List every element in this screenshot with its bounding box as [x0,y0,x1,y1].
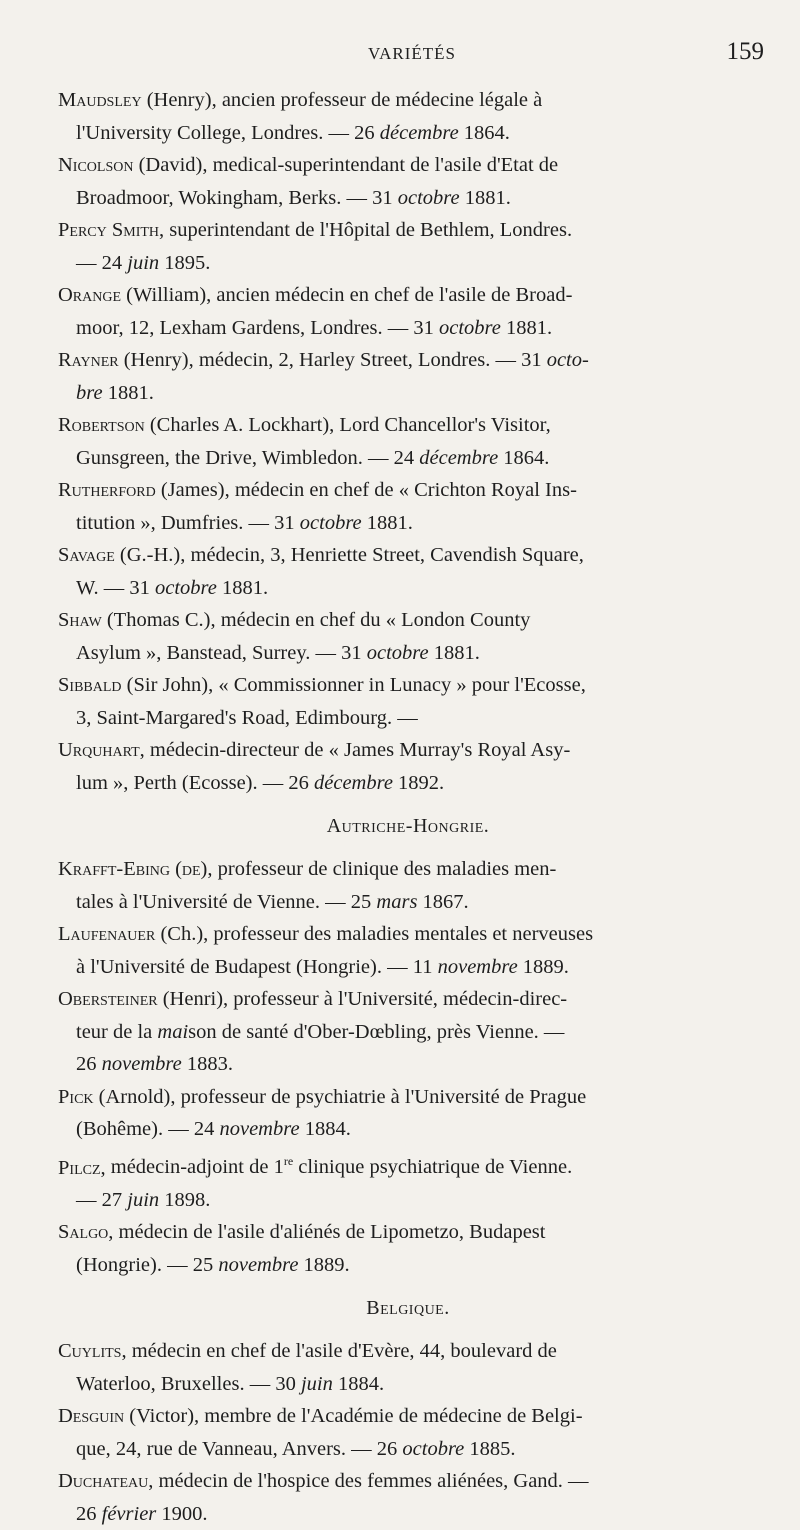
entry-continuation: l'University College, Londres. — 26 décembre 1864. [76,121,510,144]
entry-first-line [58,1465,758,1498]
entry-first-line [58,149,758,182]
entry-continuation: lum », Perth (Ecosse). — 26 décembre 1892. [76,771,445,794]
entry-first-line [58,1081,758,1114]
directory-entry [58,344,758,409]
section-heading: Belgique. [366,1297,450,1320]
entry-name: Laufenauer [58,923,156,945]
entry-first-line [58,214,758,247]
entry-continuation: — 24 juin 1895. [76,251,211,274]
entry-text: médecin-adjoint de 1re clinique psychiatrique de Vienne. [110,1154,573,1179]
directory-entry [58,604,758,669]
entry-continuation: Broadmoor, Wokingham, Berks. — 31 octobre 1881. [76,186,511,209]
entry-text: professeur de clinique des maladies men- [217,858,557,880]
directory-entry [58,983,758,1081]
entry-name: Pilcz, [58,1156,106,1179]
entry-continuation: moor, 12, Lexham Gardens, Londres. — 31 octobre 1881. [76,316,553,339]
entry-text: superintendant de l'Hôpital de Bethlem, Londres. [169,219,573,241]
entry-name: Shaw [58,609,102,631]
entry-first-line [58,983,758,1016]
directory-entry [58,734,758,799]
entry-first-line [58,1216,758,1249]
entry-name: Cuylits, [58,1340,127,1363]
directory-entry [58,409,758,474]
directory-entry [58,1216,758,1281]
entry-continuation: titution », Dumfries. — 31 octobre 1881. [76,511,413,534]
entry-text: (Henry), ancien professeur de médecine légale à [146,89,543,111]
entry-text: (James), médecin en chef de « Crichton Royal Ins- [160,479,577,501]
directory-entry [58,1081,758,1146]
section-heading: Autriche-Hongrie. [326,815,490,837]
entry-first-line [58,734,758,767]
entry-name: Orange [58,284,122,306]
entry-name: Desguin [58,1405,125,1428]
entry-continuation: Waterloo, Bruxelles. — 30 juin 1884. [76,1372,385,1395]
entry-continuation: bre 1881. [76,381,154,404]
entry-continuation: (Hongrie). — 25 novembre 1889. [76,1253,350,1276]
entry-continuation: Asylum », Banstead, Surrey. — 31 octobre 1881. [76,641,480,664]
entry-text: (Thomas C.), médecin en chef du « London County [106,609,531,631]
directory-entry [58,669,758,734]
entry-name: Krafft-Ebing (de), [58,858,213,880]
page-header [60,38,764,78]
entry-text: (William), ancien médecin en chef de l'asile de Broad- [126,284,573,306]
entry-text: (Charles A. Lockhart), Lord Chancellor's Visitor, [149,414,551,436]
directory-entry [58,84,758,149]
entry-first-line [58,918,758,951]
entry-name: Duchateau, [58,1470,154,1493]
entry-continuation: — 27 juin 1898. [76,1188,211,1211]
running-title: VARIÉTÉS [368,44,456,63]
entry-text: médecin-directeur de « James Murray's Royal Asy- [149,739,571,761]
entry-continuation: 3, Saint-Margared's Road, Edimbourg. — [76,706,418,729]
entry-continuation: Gunsgreen, the Drive, Wimbledon. — 24 décembre 1864. [76,446,550,469]
directory-entry [58,918,758,983]
entry-first-line [58,1146,758,1184]
directory-entry [58,1465,758,1530]
directory-entry [58,214,758,279]
entry-first-line [58,853,758,886]
entry-continuation: tales à l'Université de Vienne. — 25 mars 1867. [76,890,469,913]
directory-entry [58,1335,758,1400]
entry-name: Sibbald [58,674,122,696]
entry-continuation: à l'Université de Budapest (Hongrie). — 11 novembre 1889. [76,955,569,978]
text-column [58,84,758,1530]
directory-entry [58,853,758,918]
entry-text: (Ch.), professeur des maladies mentales et nerveuses [160,923,594,945]
entry-continuation: 26 novembre 1883. [76,1053,233,1075]
directory-entry [58,149,758,214]
entry-text: médecin en chef de l'asile d'Evère, 44, boulevard de [131,1340,557,1363]
entry-continuation: que, 24, rue de Vanneau, Anvers. — 26 octobre 1885. [76,1437,516,1460]
entry-name: Nicolson [58,154,134,176]
entry-first-line [58,669,758,702]
entry-first-line [58,84,758,117]
entry-first-line [58,344,758,377]
directory-entry [58,1400,758,1465]
directory-entry [58,1146,758,1217]
entry-name: Rutherford [58,479,156,501]
entry-continuation: 26 février 1900. [76,1502,208,1525]
entry-first-line [58,279,758,312]
entry-first-line [58,1400,758,1433]
entry-continuation: teur de la maison de santé d'Ober-Dœbling, près Vienne. — [76,1020,565,1043]
entry-name: Salgo, [58,1221,114,1244]
entry-name: Maudsley [58,89,142,111]
entry-text: (Victor), membre de l'Académie de médecine de Belgi- [129,1405,583,1428]
entry-first-line [58,539,758,572]
entry-text: (G.-H.), médecin, 3, Henriette Street, Cavendish Square, [119,544,584,566]
entry-first-line [58,409,758,442]
entry-name: Percy Smith, [58,219,165,241]
entry-text: (Henry), médecin, 2, Harley Street, Londres. — 31 octo- [123,349,589,371]
entry-continuation: (Bohême). — 24 novembre 1884. [76,1118,351,1140]
entry-name: Urquhart, [58,739,145,761]
directory-entry [58,279,758,344]
page-number: 159 [726,38,764,65]
entry-first-line [58,604,758,637]
entry-continuation: W. — 31 octobre 1881. [76,576,269,599]
entry-name: Savage [58,544,115,566]
entry-text: (Henri), professeur à l'Université, médecin-direc- [162,988,568,1010]
entry-name: Obersteiner [58,988,158,1010]
entry-name: Robertson [58,414,145,436]
entry-text: médecin de l'hospice des femmes aliénées, Gand. — [158,1470,589,1493]
directory-entry [58,539,758,604]
entry-name: Rayner [58,349,119,371]
entry-first-line [58,1335,758,1368]
entry-text: (David), medical-superintendant de l'asile d'Etat de [138,154,559,176]
entry-text: (Sir John), « Commissionner in Lunacy » pour l'Ecosse, [126,674,586,696]
entry-name: Pick [58,1085,94,1108]
entry-first-line [58,474,758,507]
entry-text: médecin de l'asile d'aliénés de Lipometzo, Budapest [118,1221,546,1244]
directory-entry [58,474,758,539]
entry-text: (Arnold), professeur de psychiatrie à l'Université de Prague [98,1085,587,1108]
